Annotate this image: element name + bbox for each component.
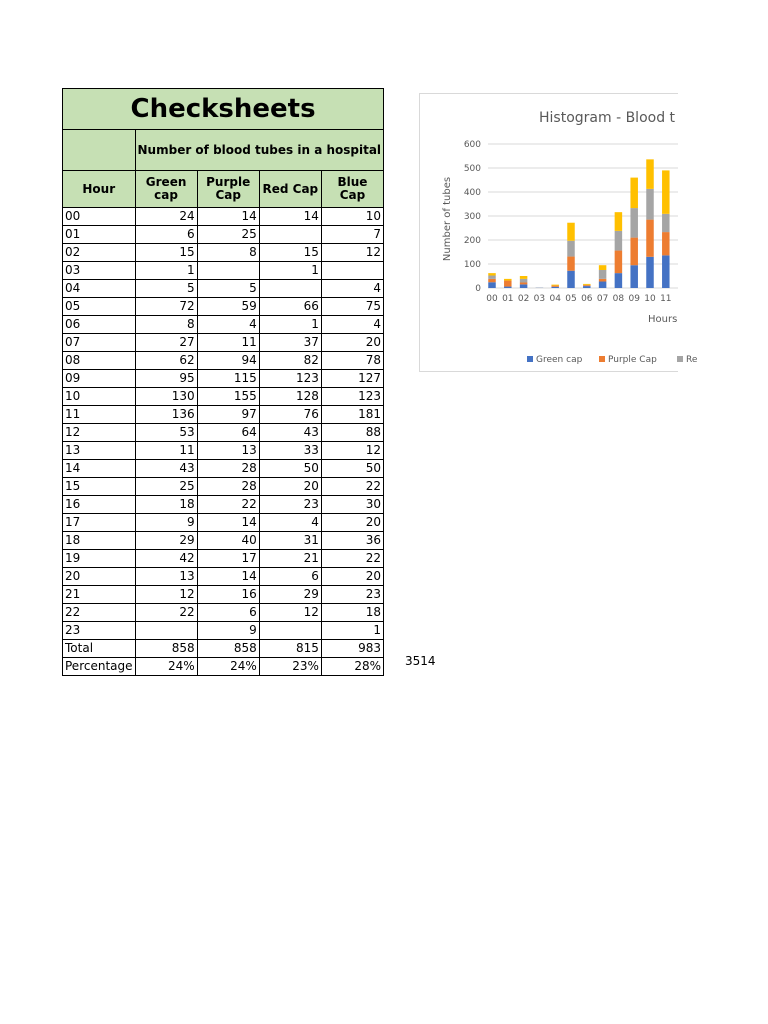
count-cell[interactable]: 40 <box>197 532 259 550</box>
y-tick-label: 100 <box>463 260 481 270</box>
count-cell[interactable]: 20 <box>321 568 383 586</box>
col-header-red-cap[interactable]: Red Cap <box>259 171 321 208</box>
bar-segment-green-cap <box>504 287 512 288</box>
count-cell[interactable]: 97 <box>197 406 259 424</box>
table-row <box>63 442 384 460</box>
count-cell[interactable] <box>321 262 383 280</box>
percentage-row <box>63 658 384 676</box>
count-cell[interactable]: 78 <box>321 352 383 370</box>
grand-total-cell[interactable]: 3514 <box>405 654 436 668</box>
count-cell[interactable]: 36 <box>321 532 383 550</box>
count-cell[interactable]: 12 <box>321 442 383 460</box>
table-row <box>63 568 384 586</box>
count-cell[interactable]: 43 <box>259 424 321 442</box>
count-cell[interactable]: 23 <box>321 586 383 604</box>
count-cell[interactable]: 12 <box>259 604 321 622</box>
bar-segment-series-3 <box>551 285 559 286</box>
hour-cell[interactable]: 12 <box>63 424 136 442</box>
count-cell[interactable]: 4 <box>197 316 259 334</box>
count-cell[interactable]: 28 <box>197 478 259 496</box>
count-cell[interactable] <box>259 622 321 640</box>
count-cell[interactable]: 8 <box>197 244 259 262</box>
count-cell[interactable]: 5 <box>197 280 259 298</box>
count-cell[interactable]: 8 <box>135 316 197 334</box>
count-cell[interactable]: 1 <box>321 622 383 640</box>
table-row <box>63 604 384 622</box>
count-cell[interactable]: 17 <box>197 550 259 568</box>
table-row <box>63 532 384 550</box>
count-cell[interactable] <box>135 622 197 640</box>
bar-segment-purple-cap <box>583 285 591 286</box>
bar-segment-series-3 <box>646 159 654 189</box>
hour-cell[interactable]: 15 <box>63 478 136 496</box>
count-cell[interactable]: 11 <box>197 334 259 352</box>
bar-segment-re <box>567 241 575 257</box>
legend-entry: Re <box>686 355 698 365</box>
count-cell[interactable]: 37 <box>259 334 321 352</box>
bar-segment-re <box>646 189 654 220</box>
count-cell[interactable]: 15 <box>135 244 197 262</box>
count-cell[interactable] <box>259 226 321 244</box>
bar-segment-re <box>615 231 623 251</box>
count-cell[interactable]: 127 <box>321 370 383 388</box>
hour-cell[interactable]: 18 <box>63 532 136 550</box>
table-row <box>63 334 384 352</box>
table-row <box>63 370 384 388</box>
count-cell[interactable]: 1 <box>259 316 321 334</box>
count-cell[interactable]: 23 <box>259 496 321 514</box>
bar-segment-green-cap <box>662 255 670 288</box>
bar-segment-series-3 <box>615 212 623 231</box>
table-row <box>63 496 384 514</box>
count-cell[interactable]: 14 <box>197 514 259 532</box>
sheet-subtitle[interactable]: Number of blood tubes in a hospital <box>135 130 384 171</box>
count-cell[interactable]: 15 <box>259 244 321 262</box>
bar-segment-purple-cap <box>646 220 654 257</box>
hour-cell[interactable]: 13 <box>63 442 136 460</box>
count-cell[interactable]: 50 <box>259 460 321 478</box>
count-cell[interactable]: 10 <box>321 208 383 226</box>
bar-segment-series-3 <box>567 223 575 241</box>
checksheet-table <box>62 88 384 676</box>
count-cell[interactable]: 6 <box>135 226 197 244</box>
count-cell[interactable]: 11 <box>135 442 197 460</box>
bar-segment-re <box>630 208 638 238</box>
count-cell[interactable]: 66 <box>259 298 321 316</box>
table-row <box>63 424 384 442</box>
bar-segment-purple-cap <box>630 238 638 266</box>
count-cell[interactable]: 95 <box>135 370 197 388</box>
bar-segment-green-cap <box>583 286 591 288</box>
y-tick-label: 500 <box>463 164 481 174</box>
x-tick-label: 03 <box>533 294 546 304</box>
x-tick-label: 01 <box>502 294 514 304</box>
total-row <box>63 640 384 658</box>
bar-segment-purple-cap <box>662 232 670 255</box>
table-row <box>63 514 384 532</box>
count-cell[interactable]: 20 <box>321 514 383 532</box>
chart-title: Histogram - Blood t <box>539 110 676 126</box>
count-cell[interactable]: 33 <box>259 442 321 460</box>
count-cell[interactable]: 9 <box>197 622 259 640</box>
count-cell[interactable]: 50 <box>321 460 383 478</box>
total-row-value[interactable]: 983 <box>321 640 383 658</box>
count-cell[interactable]: 25 <box>197 226 259 244</box>
x-tick-label: 00 <box>486 294 498 304</box>
table-row <box>63 244 384 262</box>
count-cell[interactable]: 30 <box>321 496 383 514</box>
x-tick-label: 10 <box>644 294 656 304</box>
bar-segment-series-3 <box>504 279 512 281</box>
hour-cell[interactable]: 21 <box>63 586 136 604</box>
hour-cell[interactable]: 01 <box>63 226 136 244</box>
percentage-row-value[interactable]: 23% <box>259 658 321 676</box>
hour-cell[interactable]: 06 <box>63 316 136 334</box>
bar-segment-re <box>488 276 496 279</box>
hour-cell[interactable]: 20 <box>63 568 136 586</box>
count-cell[interactable]: 20 <box>259 478 321 496</box>
bar-segment-purple-cap <box>599 279 607 282</box>
count-cell[interactable]: 18 <box>135 496 197 514</box>
count-cell[interactable]: 22 <box>135 604 197 622</box>
hour-cell[interactable]: 05 <box>63 298 136 316</box>
percentage-row-label[interactable]: Percentage <box>63 658 136 676</box>
hour-cell[interactable]: 00 <box>63 208 136 226</box>
bar-segment-series-3 <box>630 178 638 208</box>
bar-segment-purple-cap <box>567 257 575 271</box>
x-tick-label: 05 <box>565 294 577 304</box>
hour-cell[interactable]: 07 <box>63 334 136 352</box>
table-row <box>63 208 384 226</box>
bar-segment-green-cap <box>646 257 654 288</box>
legend-swatch <box>599 356 605 362</box>
hour-cell[interactable]: 11 <box>63 406 136 424</box>
x-tick-label: 06 <box>581 294 593 304</box>
hour-cell[interactable]: 23 <box>63 622 136 640</box>
count-cell[interactable]: 22 <box>321 550 383 568</box>
histogram-svg <box>420 94 698 371</box>
bar-segment-series-3 <box>488 273 496 275</box>
count-cell[interactable]: 22 <box>321 478 383 496</box>
bar-segment-green-cap <box>599 282 607 288</box>
total-row-label[interactable]: Total <box>63 640 136 658</box>
count-cell[interactable]: 14 <box>197 568 259 586</box>
count-cell[interactable]: 123 <box>321 388 383 406</box>
count-cell[interactable]: 29 <box>135 532 197 550</box>
count-cell[interactable]: 115 <box>197 370 259 388</box>
bar-segment-re <box>599 270 607 279</box>
hour-cell[interactable]: 10 <box>63 388 136 406</box>
legend-swatch <box>527 356 533 362</box>
count-cell[interactable]: 13 <box>197 442 259 460</box>
legend-entry: Green cap <box>536 355 583 365</box>
col-header-blue-cap[interactable]: Blue Cap <box>321 171 383 208</box>
hour-cell[interactable]: 04 <box>63 280 136 298</box>
count-cell[interactable]: 6 <box>197 604 259 622</box>
count-cell[interactable]: 7 <box>321 226 383 244</box>
bar-segment-green-cap <box>488 282 496 288</box>
count-cell[interactable]: 53 <box>135 424 197 442</box>
count-cell[interactable]: 4 <box>321 280 383 298</box>
y-tick-label: 200 <box>463 236 481 246</box>
count-cell[interactable]: 4 <box>321 316 383 334</box>
hour-cell[interactable]: 22 <box>63 604 136 622</box>
x-tick-label: 08 <box>612 294 625 304</box>
total-row-value[interactable]: 858 <box>135 640 197 658</box>
count-cell[interactable]: 13 <box>135 568 197 586</box>
percentage-row-value[interactable]: 28% <box>321 658 383 676</box>
bar-segment-green-cap <box>630 265 638 288</box>
count-cell[interactable]: 123 <box>259 370 321 388</box>
y-axis-label: Number of tubes <box>442 176 453 262</box>
bar-segment-green-cap <box>520 284 528 288</box>
count-cell[interactable]: 43 <box>135 460 197 478</box>
table-row <box>63 478 384 496</box>
hour-cell[interactable]: 17 <box>63 514 136 532</box>
count-cell[interactable]: 1 <box>259 262 321 280</box>
table-row <box>63 226 384 244</box>
bar-segment-purple-cap <box>520 282 528 284</box>
bar-segment-purple-cap <box>615 251 623 274</box>
x-axis-label: Hours <box>648 314 678 325</box>
hour-cell[interactable]: 16 <box>63 496 136 514</box>
bar-segment-series-3 <box>583 284 591 285</box>
table-row <box>63 316 384 334</box>
count-cell[interactable]: 14 <box>197 208 259 226</box>
count-cell[interactable] <box>197 262 259 280</box>
x-tick-label: 09 <box>628 294 640 304</box>
bar-segment-re <box>662 214 670 232</box>
hour-cell[interactable]: 03 <box>63 262 136 280</box>
legend-swatch <box>677 356 683 362</box>
histogram-chart[interactable] <box>419 93 698 372</box>
y-tick-label: 300 <box>463 212 481 222</box>
count-cell[interactable]: 22 <box>197 496 259 514</box>
count-cell[interactable]: 20 <box>321 334 383 352</box>
col-header-hour[interactable]: Hour <box>63 171 136 208</box>
bar-segment-purple-cap <box>504 281 512 287</box>
table-row <box>63 460 384 478</box>
col-header-green-cap[interactable]: Green cap <box>135 171 197 208</box>
count-cell[interactable]: 75 <box>321 298 383 316</box>
count-cell[interactable]: 18 <box>321 604 383 622</box>
count-cell[interactable]: 12 <box>321 244 383 262</box>
hour-cell[interactable]: 09 <box>63 370 136 388</box>
y-tick-label: 400 <box>463 188 481 198</box>
table-row <box>63 622 384 640</box>
count-cell[interactable]: 21 <box>259 550 321 568</box>
count-cell[interactable]: 59 <box>197 298 259 316</box>
table-row <box>63 352 384 370</box>
count-cell[interactable]: 130 <box>135 388 197 406</box>
table-row <box>63 388 384 406</box>
count-cell[interactable]: 155 <box>197 388 259 406</box>
y-tick-label: 0 <box>475 284 481 294</box>
bar-segment-re <box>520 279 528 283</box>
sheet-title[interactable]: Checksheets <box>63 89 384 130</box>
count-cell[interactable]: 64 <box>197 424 259 442</box>
bar-segment-purple-cap <box>488 279 496 282</box>
count-cell[interactable]: 14 <box>259 208 321 226</box>
count-cell[interactable]: 31 <box>259 532 321 550</box>
count-cell[interactable]: 181 <box>321 406 383 424</box>
table-row <box>63 586 384 604</box>
count-cell[interactable]: 9 <box>135 514 197 532</box>
count-cell[interactable]: 62 <box>135 352 197 370</box>
count-cell[interactable]: 6 <box>259 568 321 586</box>
table-row <box>63 298 384 316</box>
bar-segment-green-cap <box>615 273 623 288</box>
count-cell[interactable]: 94 <box>197 352 259 370</box>
percentage-row-value[interactable]: 24% <box>197 658 259 676</box>
x-tick-label: 02 <box>517 294 530 304</box>
count-cell[interactable]: 1 <box>135 262 197 280</box>
total-row-value[interactable]: 858 <box>197 640 259 658</box>
percentage-row-value[interactable]: 24% <box>135 658 197 676</box>
bar-segment-green-cap <box>567 271 575 288</box>
count-cell[interactable]: 4 <box>259 514 321 532</box>
hour-cell[interactable]: 14 <box>63 460 136 478</box>
count-cell[interactable]: 29 <box>259 586 321 604</box>
count-cell[interactable]: 82 <box>259 352 321 370</box>
count-cell[interactable]: 42 <box>135 550 197 568</box>
count-cell[interactable]: 25 <box>135 478 197 496</box>
blank-header-cell[interactable] <box>63 130 136 171</box>
hour-cell[interactable]: 19 <box>63 550 136 568</box>
hour-cell[interactable]: 08 <box>63 352 136 370</box>
legend-entry: Purple Cap <box>608 355 657 365</box>
count-cell[interactable]: 128 <box>259 388 321 406</box>
x-tick-label: 04 <box>549 294 561 304</box>
bar-segment-green-cap <box>551 287 559 288</box>
count-cell[interactable]: 12 <box>135 586 197 604</box>
bar-segment-series-3 <box>662 170 670 213</box>
count-cell[interactable]: 16 <box>197 586 259 604</box>
x-tick-label: 07 <box>596 294 609 304</box>
bar-segment-series-3 <box>599 265 607 270</box>
count-cell[interactable] <box>259 280 321 298</box>
count-cell[interactable]: 24 <box>135 208 197 226</box>
y-tick-label: 600 <box>463 140 481 150</box>
col-header-purple-cap[interactable]: Purple Cap <box>197 171 259 208</box>
bar-segment-series-3 <box>520 276 528 279</box>
bar-segment-purple-cap <box>551 286 559 287</box>
table-row <box>63 550 384 568</box>
table-row <box>63 262 384 280</box>
table-row <box>63 406 384 424</box>
hour-cell[interactable]: 02 <box>63 244 136 262</box>
total-row-value[interactable]: 815 <box>259 640 321 658</box>
count-cell[interactable]: 76 <box>259 406 321 424</box>
count-cell[interactable]: 72 <box>135 298 197 316</box>
table-row <box>63 280 384 298</box>
count-cell[interactable]: 88 <box>321 424 383 442</box>
count-cell[interactable]: 5 <box>135 280 197 298</box>
x-tick-label: 11 <box>660 294 672 304</box>
count-cell[interactable]: 136 <box>135 406 197 424</box>
count-cell[interactable]: 27 <box>135 334 197 352</box>
count-cell[interactable]: 28 <box>197 460 259 478</box>
